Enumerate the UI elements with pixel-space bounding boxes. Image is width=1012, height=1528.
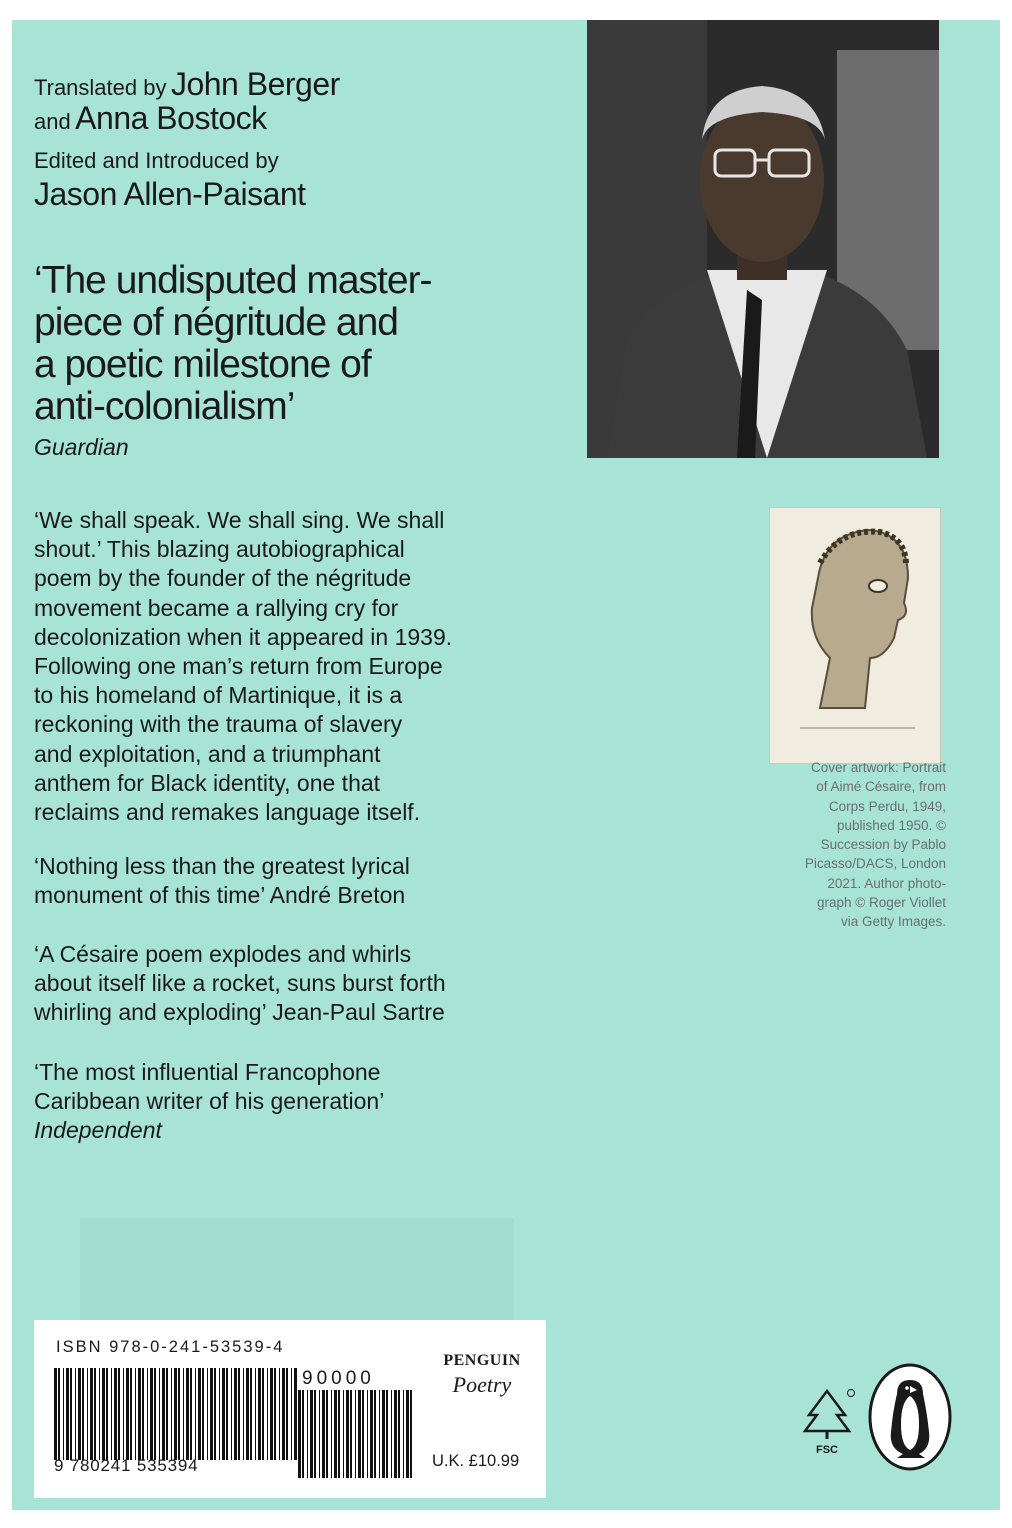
barcode-bar <box>142 1368 144 1460</box>
barcode-bar <box>75 1368 76 1460</box>
barcode-bar <box>102 1368 105 1460</box>
and-line <box>34 100 267 137</box>
barcode-bar <box>314 1390 316 1478</box>
barcode-bar <box>210 1368 213 1460</box>
quote-line: ‘The most influential Francophone <box>34 1059 381 1085</box>
barcode-bar <box>386 1390 388 1478</box>
barcode-bar <box>63 1368 64 1460</box>
headline-line: piece of négritude and <box>34 301 398 344</box>
barcode-bar <box>374 1390 376 1478</box>
barcode-bar <box>111 1368 112 1460</box>
barcode-bar <box>243 1368 244 1460</box>
blurb-line: reckoning with the trauma of slavery <box>34 711 403 738</box>
barcode-bar <box>66 1368 69 1460</box>
barcode-bar <box>106 1368 108 1460</box>
price: U.K. £10.99 <box>432 1452 520 1470</box>
barcode-bar <box>130 1368 132 1460</box>
translator-1: John Berger <box>170 66 340 102</box>
barcode-bar <box>291 1368 292 1460</box>
barcode-bar <box>310 1390 313 1478</box>
author-photo-illustration <box>587 20 939 458</box>
barcode-bar <box>147 1368 148 1460</box>
barcode-bar <box>331 1390 332 1478</box>
quote-line: about itself like a rocket, suns burst forth <box>34 970 446 997</box>
back-cover <box>12 20 1000 1510</box>
translated-prefix: Translated by <box>34 75 167 100</box>
barcode-bar <box>82 1368 84 1460</box>
barcode-bar <box>231 1368 232 1460</box>
blurb-line: reclaims and remakes language itself. <box>34 799 421 826</box>
cover-artwork-thumbnail <box>769 507 941 764</box>
quote-independent <box>34 1058 594 1146</box>
artwork-caption <box>736 758 946 932</box>
barcode-bar <box>246 1368 249 1460</box>
quote-breton <box>34 852 594 910</box>
barcode-bar <box>166 1368 168 1460</box>
barcode-bar <box>394 1390 397 1478</box>
barcode-bar <box>250 1368 252 1460</box>
barcode-bar <box>114 1368 117 1460</box>
blurb-line: decolonization when it appeared in 1939. <box>34 623 453 650</box>
editor-name: Jason Allen-Paisant <box>34 176 306 212</box>
barcode-bar <box>334 1390 337 1478</box>
caption-line: published 1950. © <box>836 817 946 833</box>
barcode-bar <box>282 1368 285 1460</box>
barcode-bar <box>162 1368 165 1460</box>
barcode-bar <box>350 1390 352 1478</box>
barcode-bar <box>135 1368 136 1460</box>
price-supplement-number: 90000 <box>302 1368 375 1389</box>
barcode-bar <box>370 1390 373 1478</box>
barcode-bar <box>171 1368 172 1460</box>
quote-line: ‘Nothing less than the greatest lyrical <box>34 853 410 879</box>
barcode-bar <box>355 1390 356 1478</box>
blurb-line: and exploitation, and a triumphant <box>34 740 381 767</box>
quote-line: whirling and exploding’ Jean-Paul Sartre <box>34 999 445 1026</box>
barcode-bar <box>186 1368 189 1460</box>
barcode-bar <box>138 1368 141 1460</box>
barcode-digits: 9 780241 535394 <box>54 1456 199 1475</box>
penguin-logo-icon <box>867 1362 953 1472</box>
barcode-bar <box>346 1390 349 1478</box>
barcode-bar <box>123 1368 124 1460</box>
barcode-bar <box>274 1368 276 1460</box>
caption-line: Picasso/DACS, London <box>804 856 946 872</box>
quote-source: Independent <box>34 1117 162 1144</box>
barcode-bar <box>90 1368 93 1460</box>
barcode-bar <box>379 1390 380 1478</box>
barcode-bar <box>70 1368 72 1460</box>
barcode-bar <box>255 1368 256 1460</box>
barcode-bar <box>343 1390 344 1478</box>
blurb-line: ‘We shall speak. We shall sing. We shall <box>34 507 445 533</box>
barcode-bar <box>367 1390 368 1478</box>
blurb-line: shout.’ This blazing autobiographical <box>34 536 405 563</box>
barcode-bar <box>298 1390 301 1478</box>
caption-line: Succession by Pablo <box>820 837 946 853</box>
quote-line: Caribbean writer of his generation’ <box>34 1088 385 1115</box>
barcode-bar <box>94 1368 96 1460</box>
blurb-line: poem by the founder of the négritude <box>34 565 412 592</box>
headline-quote <box>34 260 594 428</box>
barcode-bar <box>202 1368 204 1460</box>
barcode-bar <box>214 1368 216 1460</box>
barcode-bar <box>234 1368 237 1460</box>
barcode-bar <box>302 1390 304 1478</box>
translator-2: Anna Bostock <box>75 100 267 136</box>
barcode-bar <box>270 1368 273 1460</box>
barcode-bar <box>178 1368 180 1460</box>
publisher-name: PENGUIN <box>443 1352 521 1369</box>
translated-by-line <box>34 66 340 103</box>
barcode-bar <box>322 1390 325 1478</box>
fsc-label: FSC <box>816 1444 838 1456</box>
barcode-bar <box>54 1368 57 1460</box>
quote-line: ‘A Césaire poem explodes and whirls <box>34 941 412 967</box>
headline-line: anti-colonialism’ <box>34 385 295 428</box>
headline-line: a poetic milestone of <box>34 343 371 386</box>
barcode-bar <box>58 1368 60 1460</box>
edited-line: Edited and Introduced by <box>34 148 279 173</box>
barcode-bar <box>195 1368 196 1460</box>
headline-line: ‘The undisputed master- <box>34 259 432 302</box>
barcode-bars <box>54 1368 298 1460</box>
barcode-bar <box>279 1368 280 1460</box>
barcode-bar <box>406 1390 409 1478</box>
barcode-bar <box>126 1368 129 1460</box>
barcode-bar <box>362 1390 364 1478</box>
headline-source: Guardian <box>34 434 129 460</box>
and-word: and <box>34 109 71 134</box>
barcode-bar <box>294 1368 297 1460</box>
barcode-bar <box>183 1368 184 1460</box>
barcode-bar <box>307 1390 308 1478</box>
blurb-line: anthem for Black identity, one that <box>34 769 381 796</box>
caption-line: graph © Roger Viollet <box>816 895 946 911</box>
caption-line: Cover artwork: Portrait <box>810 760 946 775</box>
quote-line: monument of this time’ André Breton <box>34 882 406 909</box>
barcode-bar <box>267 1368 268 1460</box>
barcode-bar <box>403 1390 404 1478</box>
barcode-bar <box>222 1368 225 1460</box>
barcode-bar <box>338 1390 340 1478</box>
barcode-bar <box>326 1390 328 1478</box>
barcode-panel <box>34 1320 546 1498</box>
barcode-bar <box>174 1368 177 1460</box>
barcode-bar <box>358 1390 361 1478</box>
barcode-bar <box>78 1368 81 1460</box>
series-name: Poetry <box>452 1372 512 1397</box>
barcode-bar <box>198 1368 201 1460</box>
supplement-barcode-bars <box>298 1390 416 1478</box>
caption-line: Corps Perdu, 1949, <box>828 798 946 814</box>
barcode-bar <box>154 1368 156 1460</box>
faded-label-area <box>80 1218 514 1320</box>
barcode-bar <box>87 1368 88 1460</box>
blurb <box>34 506 574 827</box>
caption-line: 2021. Author photo- <box>827 875 946 891</box>
barcode-bar <box>258 1368 261 1460</box>
barcode-bar <box>150 1368 153 1460</box>
barcode-bar <box>207 1368 208 1460</box>
barcode-bar <box>391 1390 392 1478</box>
author-photo <box>587 20 939 458</box>
barcode-bar <box>286 1368 288 1460</box>
barcode-bar <box>159 1368 160 1460</box>
fsc-logo-icon <box>797 1385 857 1457</box>
barcode-bar <box>118 1368 120 1460</box>
barcode-bar <box>190 1368 192 1460</box>
caption-line: via Getty Images. <box>840 914 946 930</box>
caption-line: of Aimé Césaire, from <box>816 779 946 795</box>
barcode-bar <box>226 1368 228 1460</box>
blurb-line: to his homeland of Martinique, it is a <box>34 682 403 709</box>
blurb-line: movement became a rallying cry for <box>34 594 399 621</box>
barcode-bar <box>398 1390 400 1478</box>
imprint <box>430 1352 534 1398</box>
barcode-bar <box>99 1368 100 1460</box>
quote-sartre <box>34 940 594 1028</box>
picasso-portrait-illustration <box>770 508 940 763</box>
barcode-bar <box>410 1390 412 1478</box>
barcode-bar <box>262 1368 264 1460</box>
barcode-bar <box>238 1368 240 1460</box>
barcode-bar <box>319 1390 320 1478</box>
barcode-bar <box>219 1368 220 1460</box>
isbn-text: ISBN 978-0-241-53539-4 <box>56 1338 285 1356</box>
blurb-line: Following one man’s return from Europe <box>34 653 443 680</box>
barcode-bar <box>382 1390 385 1478</box>
